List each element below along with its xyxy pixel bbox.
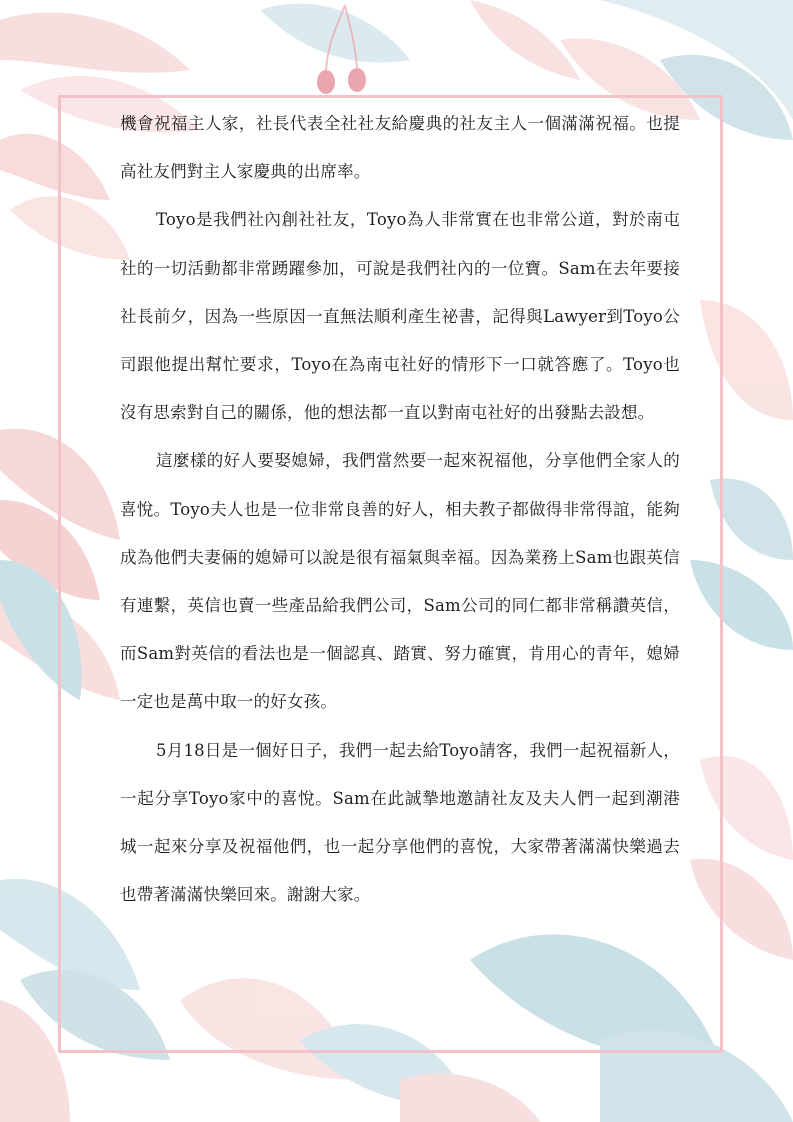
- paragraph-1: 機會祝福主人家，社長代表全社社友給慶典的社友主人一個滿滿祝福。也提高社友們對主人家慶典的出席率。: [120, 114, 680, 182]
- paragraph-4: 5月18日是一個好日子，我們一起去給Toyo請客，我們一起祝福新人，一起分享Toyo家中的喜悅。Sam在此誠摯地邀請社友及夫人們一起到潮港城一起來分享及祝福他們，也一起分享他們的喜悅，大家帶著滿滿快樂過去也帶著滿滿快樂回來。謝謝大家。: [120, 740, 680, 905]
- letter-body: [120, 100, 680, 919]
- leaf-decoration: [400, 1074, 540, 1122]
- paragraph-2: Toyo是我們社內創社社友，Toyo為人非常實在也非常公道，對於南屯社的一切活動都非常踴躍參加，可說是我們社內的一位寶。Sam在去年要接社長前夕，因為一些原因一直無法順利產生祕書，記得與Lawyer到Toyo公司跟他提出幫忙要求，Toyo在為南屯社好的情形下一口就答應了。Toyo也沒有思索對自己的關係，他的想法都一直以對南屯社好的出發點去設想。: [120, 210, 680, 423]
- berry-decoration: [348, 68, 366, 92]
- leaf-decoration: [0, 12, 190, 72]
- paragraph-3: 這麼樣的好人要娶媳婦，我們當然要一起來祝福他，分享他們全家人的喜悅。Toyo夫人也是一位非常良善的好人，相夫教子都做得非常得誼，能夠成為他們夫妻倆的媳婦可以說是很有福氣與幸福。因為業務上Sam也跟英信有連繫，英信也賣一些產品給我們公司，Sam公司的同仁都非常稱讚英信，而Sam對英信的看法也是一個認真、踏實、努力確實，肯用心的青年，媳婦一定也是萬中取一的好女孩。: [120, 451, 680, 712]
- berry-decoration: [317, 70, 335, 94]
